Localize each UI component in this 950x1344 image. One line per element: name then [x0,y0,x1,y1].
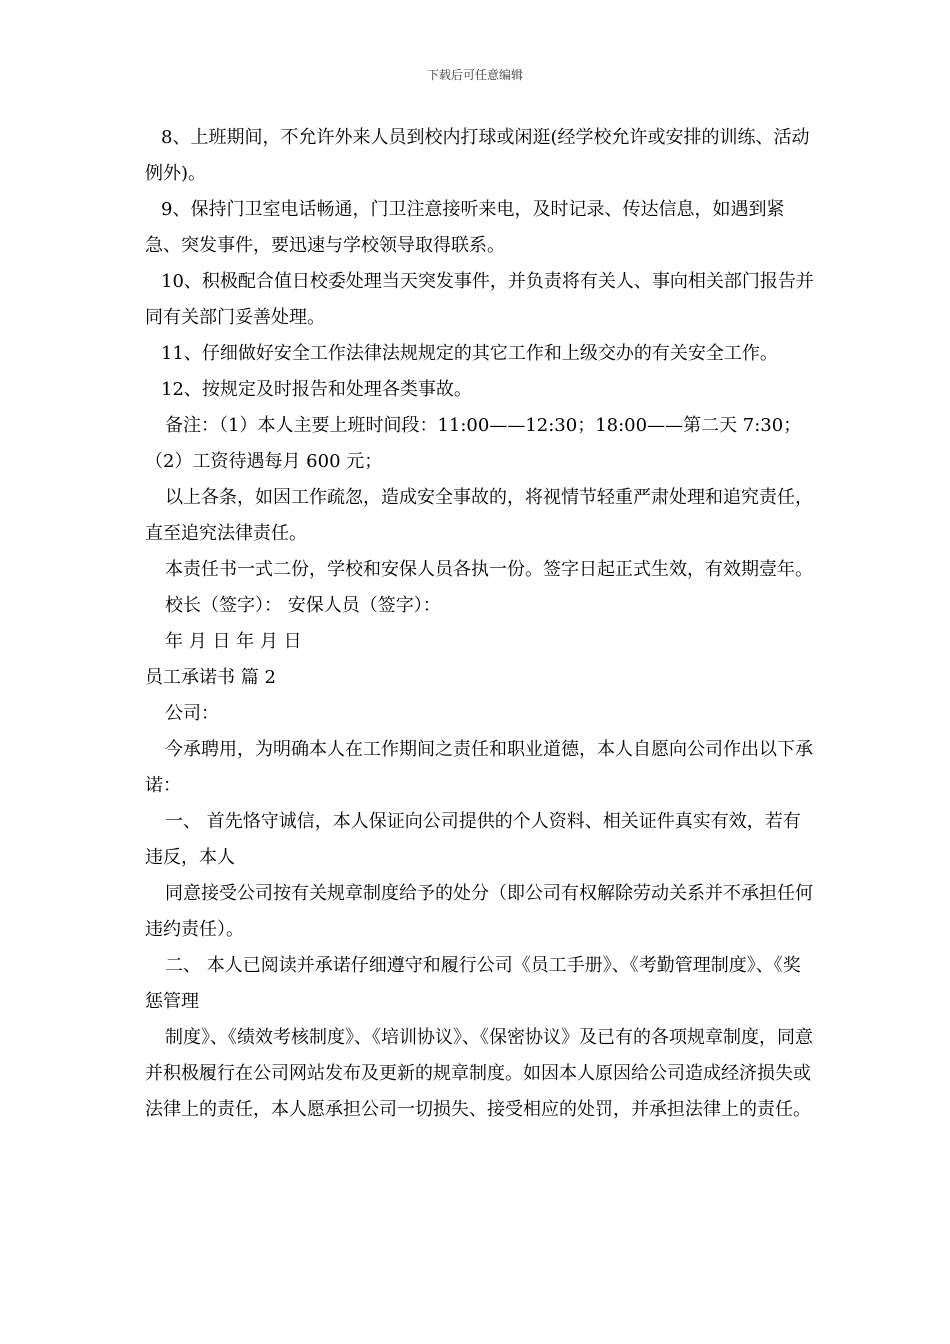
paragraph: 公司： [165,703,219,724]
page-header: 下载后可任意编辑 [426,68,523,82]
paragraph: 今承聘用，为明确本人在工作期间之责任和职业道德，本人自愿向公司作出以下承诺： [145,739,813,796]
paragraph: 9、保持门卫室电话畅通，门卫注意接听来电，及时记录、传达信息，如遇到紧急、突发事件，要迅速与学校领导取得联系。 [145,199,785,256]
paragraph: 同意接受公司按有关规章制度给予的处分（即公司有权解除劳动关系并不承担任何违约责任）。 [145,883,813,940]
paragraph: 本责任书一式二份，学校和安保人员各执一份。签字日起正式生效，有效期壹年。 [165,559,813,580]
date-line: 年 月 日 年 月 日 [165,631,302,652]
paragraph: 一、 首先恪守诚信，本人保证向公司提供的个人资料、相关证件真实有效，若有违反，本人 [145,811,801,868]
paragraph: 11、仔细做好安全工作法律法规规定的其它工作和上级交办的有关安全工作。 [161,343,778,364]
paragraph: 二、 本人已阅读并承诺仔细遵守和履行公司《员工手册》、《考勤管理制度》、《奖惩管理 [145,955,801,1012]
paragraph: 备注：（1）本人主要上班时间段：11:00——12:30；18:00——第二天 7:30；（2）工资待遇每月 600 元； [145,415,802,472]
paragraph: 8、上班期间，不允许外来人员到校内打球或闲逛(经学校允许或安排的训练、活动例外)。 [145,127,810,184]
paragraph: 10、积极配合值日校委处理当天突发事件，并负责将有关人、事向相关部门报告并同有关部门妥善处理。 [145,271,814,328]
paragraph: 制度》、《绩效考核制度》、《培训协议》、《保密协议》及已有的各项规章制度，同意并积极履行在公司网站发布及更新的规章制度。如因本人原因给公司造成经济损失或法律上的责任，本人愿承担公司一切损失、接受相应的处罚，并承担法律上的责任。 [145,1027,813,1120]
signature-line: 校长（签字）： 安保人员（签字）： [165,595,441,616]
section-title: 员工承诺书 篇 2 [145,667,276,688]
document-body [145,120,815,1128]
paragraph: 以上各条，如因工作疏忽，造成安全事故的，将视情节轻重严肃处理和追究责任，直至追究法律责任。 [145,487,813,544]
paragraph: 12、按规定及时报告和处理各类事故。 [161,379,472,400]
